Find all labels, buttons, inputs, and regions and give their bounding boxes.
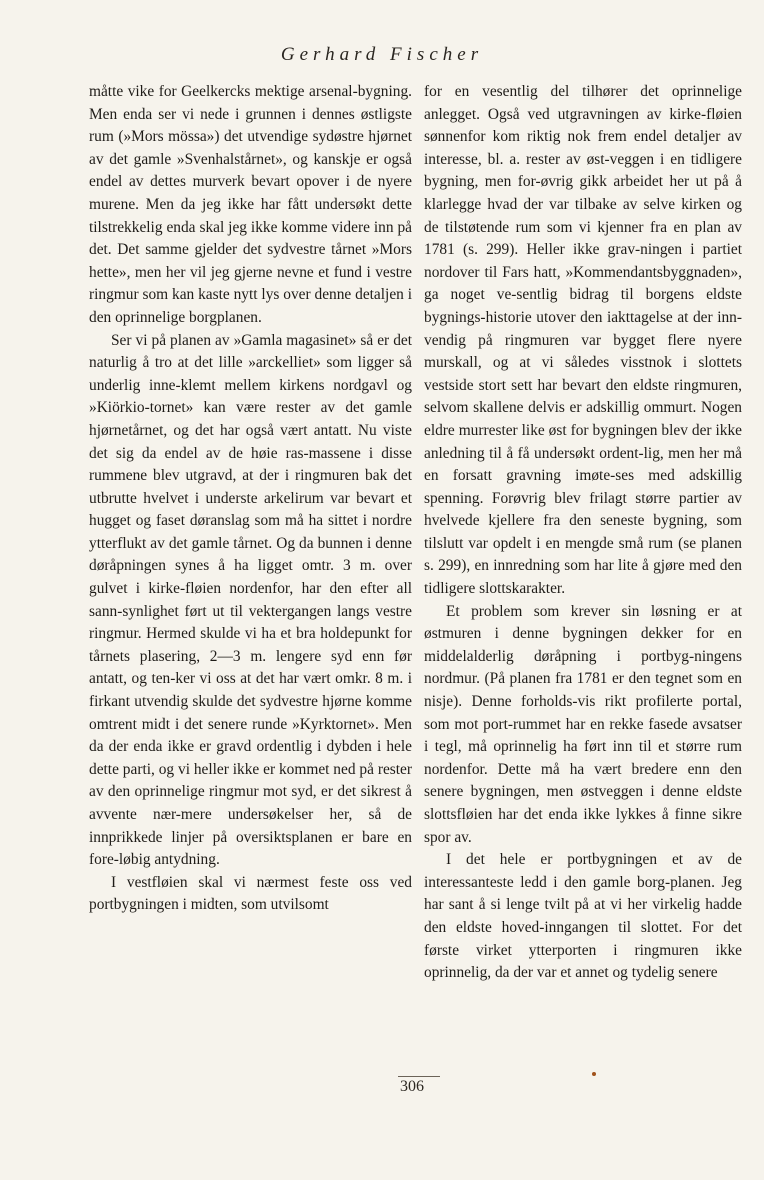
paragraph: Et problem som krever sin løsning er at østmuren i denne bygningen dekker for en middelalderlig døråpning i portbyg-ningens nordmur. (På planen fra 1781 er den tegnet som en nisje). Denne forholds-vis rikt profilerte portal, som mot port-rummet har en rekke fasede avsatser i tegl, må oprinnelig ha ført inn til et større rum nordenfor. Dette må ha vært bredere enn den senere bygningen, men østveggen i denne eldste slottsfløien har det enda ikke lykkes å finne sikre spor av. [424,602,742,846]
paragraph: måtte vike for Geelkercks mektige arsenal-bygning. Men enda ser vi nede i grunnen i dennes østligste rum (»Mors mössa») det utvendige sydøstre hjørnet av det gamle »Svenhalstårnet», og kanskje er også endel av dettes murverk bevart opover i de nyere murene. Men da jeg ikke har fått undersøkt dette tilstrekkelig enda skal jeg ikke komme videre inn på det. Det samme gjelder det sydvestre tårnet »Mors hette», men her vil jeg gjerne nevne et fund i vestre ringmur som kan kaste nytt lys over denne detaljen i den oprinnelige borgplanen. [89,83,412,326]
left-column [89,81,412,917]
page-number-rule [398,1076,440,1077]
paragraph: I det hele er portbygningen et av de interessanteste ledd i den gamle borg-planen. Jeg har sant å si lenge tvilt på at vi her virkelig hadde den eldste hoved-inngangen til slottet. For det første virket ytterporten i ringmuren ikke oprinnelig, da der var et annet og tydelig senere [424,851,742,982]
page-number: 306 [400,1078,424,1095]
paper-speck [592,1072,596,1076]
paragraph: Ser vi på planen av »Gamla magasinet» så er det naturlig å tro at det lille »arckelliet» som ligger så underlig inne-klemt mellem kirkens nordgavl og »Kiörkio-tornet» kan være rester av det gamle hjørnetårnet, og det har også vært antatt. Nu viste det sig da endel av de høie ras-massene i disse rummene blev utgravd, at der i ringmuren bak det utbrutte hvelvet i underste arkelirum var bevart et hugget og faset døranslag som må ha sittet i nordre ytterflukt av det gamle tårnet. Og da bunnen i denne døråpningen synes å ha ligget omtr. 3 m. over gulvet i kirke-fløien nordenfor, har den efter all sann-synlighet ført ut til vektergangen langs vestre ringmur. Hermed skulde vi ha et bra holdepunkt for tårnets plasering, 2—3 m. lengere syd enn før antatt, og ten-ker vi oss at det har vært omkr. 8 m. i firkant utvendig skulde det sydvestre hjørne komme omtrent midt i det senere runde »Kyrktornet». Men da der enda ikke er gravd ordentlig i dybden i hele dette parti, og vi heller ikke er kommet ned på rester av den oprinnelige ringmur mot syd, er det sikrest å avvente nær-mere undersøkelser her, så de innprikkede linjer på oversiktsplanen er bare en fore-løbig antydning. [89,331,412,869]
paragraph: for en vesentlig del tilhører det oprinnelige anlegget. Også ved utgravningen av kirke-fløien sønnenfor kom riktig nok frem endel detaljer av interesse, bl. a. rester av øst-veggen i en tidligere bygning, men for-øvrig gikk arbeidet her ut på å klarlegge hvad der var tilbake av selve kirken og de tilstøtende rum som vi kjenner fra en plan av 1781 (s. 299). Heller ikke grav-ningen i partiet nordover til Fars hatt, »Kommendantsbyggnaden», ga noget ve-sentlig bidrag til borgens eldste bygnings-historie utover den iakttagelse at der inn-vendig på ringmuren var bygget flere nyere murskall, og at vi således visstnok i slottets vestside stort sett har bevart den eldste ringmuren, selvom skallene delvis er adskillig ommurt. Nogen eldre murrester like øst for bygningen blev der ikke anledning til å få undersøkt ordent-lig, men her må en forsatt gravning imøte-ses med adskillig spenning. Forøvrig blev frilagt større partier av hvelvede kjellere fra den seneste bygning, som tilslutt var opdelt i en mengde små rum (se planen s. 299), en innredning som har lite å gjøre med den tidligere slottskarakter. [424,83,742,598]
right-column [424,81,742,985]
running-head: Gerhard Fischer [280,44,484,65]
paragraph: I vestfløien skal vi nærmest feste oss ved portbygningen i midten, som utvilsomt [89,873,412,914]
